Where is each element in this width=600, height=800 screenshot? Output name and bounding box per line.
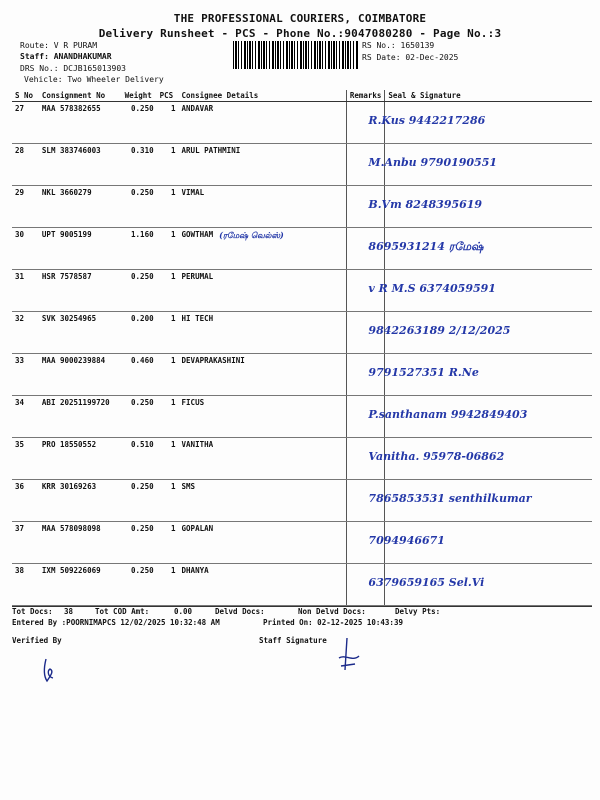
table-row — [12, 228, 592, 270]
table-row — [12, 144, 592, 186]
cell-consignment: NKL 3660279 — [39, 186, 122, 228]
table-row — [12, 102, 592, 144]
cell-consignment: KRR 30169263 — [39, 480, 122, 522]
cell-consignment: MAA 578382655 — [39, 102, 122, 144]
consignee-name: PERUMAL — [181, 272, 214, 281]
handwritten-signature: M.Anbu 9790190551 — [368, 156, 498, 169]
consignee-name: FICUS — [181, 398, 205, 407]
cell-seal-signature — [368, 270, 592, 312]
cell-sno: 35 — [12, 438, 39, 480]
staff-signature-label: Staff Signature — [259, 636, 327, 645]
tot-docs-label: Tot Docs: — [12, 607, 53, 616]
col-remarks: Remarks — [346, 90, 385, 102]
cell-consignment: HSR 7578587 — [39, 270, 122, 312]
table-row — [12, 312, 592, 354]
cell-pcs: 1 — [157, 522, 179, 564]
consignee-name: DEVAPRAKASHINI — [181, 356, 245, 365]
consignee-name: HI TECH — [181, 314, 214, 323]
handwritten-note: (ரமேஷ் வெல்ஸ்) — [219, 230, 284, 240]
cell-pcs: 1 — [157, 564, 179, 606]
cell-consignment: SVK 30254965 — [39, 312, 122, 354]
cell-sno: 34 — [12, 396, 39, 438]
barcode — [233, 41, 358, 69]
handwritten-signature: B.Vm 8248395619 — [368, 198, 483, 211]
cell-sno: 38 — [12, 564, 39, 606]
col-consignee: Consignee Details — [179, 90, 347, 102]
cell-consignment: MAA 9000239884 — [39, 354, 122, 396]
cell-weight: 0.250 — [122, 396, 157, 438]
cell-weight: 0.460 — [122, 354, 157, 396]
cell-seal-signature — [368, 144, 592, 186]
cell-sno: 33 — [12, 354, 39, 396]
cell-consignee — [179, 438, 347, 480]
cell-consignment: ABI 20251199720 — [39, 396, 122, 438]
consignee-name: VIMAL — [181, 188, 205, 197]
cell-pcs: 1 — [157, 270, 179, 312]
cell-consignee — [179, 102, 347, 144]
cell-seal-signature — [368, 396, 592, 438]
cell-pcs: 1 — [157, 480, 179, 522]
cell-consignee — [179, 228, 347, 270]
cell-pcs: 1 — [157, 102, 179, 144]
staff-label: Staff: ANANDHAKUMAR — [20, 52, 112, 61]
cell-consignment: SLM 383746003 — [39, 144, 122, 186]
runsheet-table — [12, 90, 592, 606]
cell-sno: 29 — [12, 186, 39, 228]
runsheet-subtitle: Delivery Runsheet - PCS - Phone No.:9047080280 - Page No.:3 — [98, 27, 502, 40]
cell-consignee — [179, 354, 347, 396]
consignee-name: ANDAVAR — [181, 104, 214, 113]
handwritten-signature: Vanitha. 95978-06862 — [368, 450, 505, 463]
delvd-docs-label: Delvd Docs: — [215, 607, 265, 616]
col-consignment: Consignment No — [39, 90, 122, 102]
cell-weight: 0.510 — [122, 438, 157, 480]
cell-consignee — [179, 564, 347, 606]
cell-pcs: 1 — [157, 144, 179, 186]
cell-pcs: 1 — [157, 396, 179, 438]
cell-sno: 36 — [12, 480, 39, 522]
cell-weight: 0.250 — [122, 270, 157, 312]
entered-by: Entered By :POORNIMAPCS 12/02/2025 10:32:48 AM — [12, 618, 220, 627]
cell-pcs: 1 — [157, 438, 179, 480]
tot-docs-value: 38 — [64, 607, 74, 616]
route-label: Route: V R PURAM — [20, 41, 98, 50]
cell-weight: 0.250 — [122, 564, 157, 606]
table-row — [12, 438, 592, 480]
handwritten-signature: 8695931214 ரமேஷ் — [368, 240, 484, 253]
cell-sno: 31 — [12, 270, 39, 312]
table-row — [12, 270, 592, 312]
non-delvd-docs-label: Non Delvd Docs: — [298, 607, 366, 616]
cell-weight: 0.250 — [122, 480, 157, 522]
drs-number: DRS No.: DCJB165013903 — [20, 64, 126, 73]
cell-consignee — [179, 312, 347, 354]
vehicle-label: Vehicle: Two Wheeler Delivery — [24, 75, 164, 84]
cell-weight: 0.250 — [122, 102, 157, 144]
handwritten-signature: 6379659165 Sel.Vi — [368, 576, 485, 589]
verified-by-label: Verified By — [12, 636, 62, 645]
cell-weight: 0.200 — [122, 312, 157, 354]
handwritten-signature: 9842263189 2/12/2025 — [368, 324, 511, 337]
handwritten-signature: 7865853531 senthilkumar — [368, 492, 532, 505]
cell-consignee — [179, 186, 347, 228]
cell-consignee — [179, 144, 347, 186]
cell-seal-signature — [368, 312, 592, 354]
cell-weight: 0.310 — [122, 144, 157, 186]
cell-weight: 1.160 — [122, 228, 157, 270]
col-sno: S No — [12, 90, 39, 102]
cell-pcs: 1 — [157, 312, 179, 354]
cell-seal-signature — [368, 354, 592, 396]
cell-seal-signature — [368, 522, 592, 564]
handwritten-signature: 7094946671 — [368, 534, 445, 547]
cell-pcs: 1 — [157, 228, 179, 270]
cell-consignment: UPT 9005199 — [39, 228, 122, 270]
handwritten-signature: 9791527351 R.Ne — [368, 366, 479, 379]
rs-date: RS Date: 02-Dec-2025 — [362, 53, 459, 62]
delvy-pts-label: Delvy Pts: — [395, 607, 441, 616]
cell-consignee — [179, 522, 347, 564]
verified-signature-scribble — [38, 655, 62, 685]
cell-consignee — [179, 270, 347, 312]
cell-seal-signature — [368, 564, 592, 606]
table-row — [12, 186, 592, 228]
cell-sno: 28 — [12, 144, 39, 186]
cell-weight: 0.250 — [122, 522, 157, 564]
table-row — [12, 564, 592, 606]
rs-number: RS No.: 1650139 — [362, 41, 435, 50]
table-row — [12, 396, 592, 438]
cell-sno: 27 — [12, 102, 39, 144]
cell-sno: 30 — [12, 228, 39, 270]
company-title: THE PROFESSIONAL COURIERS, COIMBATORE — [173, 12, 427, 25]
cell-pcs: 1 — [157, 186, 179, 228]
consignee-name: SMS — [181, 482, 196, 491]
cell-consignment: PRO 18550552 — [39, 438, 122, 480]
tot-cod-label: Tot COD Amt: — [95, 607, 150, 616]
table-header-row — [12, 90, 592, 102]
consignee-name: GOPALAN — [181, 524, 214, 533]
consignee-name: ARUL PATHMINI — [181, 146, 241, 155]
table-row — [12, 480, 592, 522]
printed-on: Printed On: 02-12-2025 10:43:39 — [263, 618, 403, 627]
cell-seal-signature — [368, 102, 592, 144]
cell-weight: 0.250 — [122, 186, 157, 228]
handwritten-signature: v R M.S 6374059591 — [368, 282, 496, 295]
cell-consignee — [179, 480, 347, 522]
handwritten-signature: R.Kus 9442217286 — [368, 114, 486, 127]
tot-cod-value: 0.00 — [174, 607, 193, 616]
table-row — [12, 354, 592, 396]
cell-sno: 37 — [12, 522, 39, 564]
cell-pcs: 1 — [157, 354, 179, 396]
col-seal-signature: Seal & Signature — [385, 90, 592, 102]
cell-seal-signature — [368, 438, 592, 480]
cell-seal-signature — [368, 228, 592, 270]
consignee-name: DHANYA — [181, 566, 209, 575]
cell-seal-signature — [368, 480, 592, 522]
cell-consignment: MAA 578098098 — [39, 522, 122, 564]
cell-sno: 32 — [12, 312, 39, 354]
staff-signature-scribble — [335, 636, 365, 676]
col-weight: Weight — [122, 90, 157, 102]
handwritten-signature: P.santhanam 9942849403 — [368, 408, 528, 421]
consignee-name: GOWTHAM — [181, 230, 214, 239]
table-row — [12, 522, 592, 564]
cell-consignment: IXM 509226069 — [39, 564, 122, 606]
cell-seal-signature — [368, 186, 592, 228]
consignee-name: VANITHA — [181, 440, 214, 449]
col-pcs: PCS — [157, 90, 179, 102]
cell-consignee — [179, 396, 347, 438]
